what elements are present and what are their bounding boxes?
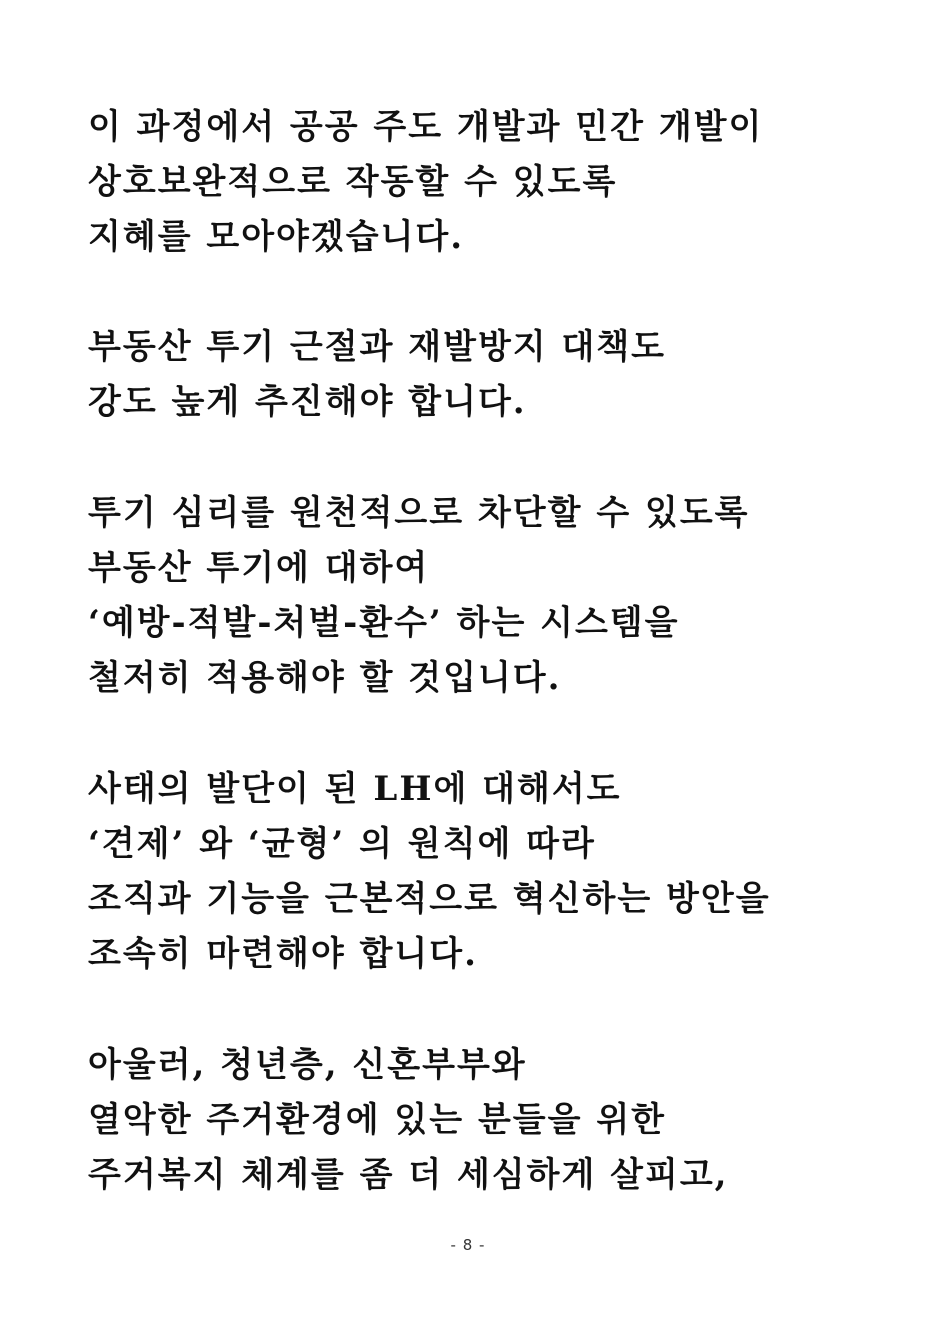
- paragraph-3: [88, 486, 868, 706]
- text-line: 철저히 적용해야 할 것입니다.: [88, 658, 562, 698]
- page-number: - 8 -: [450, 1236, 486, 1254]
- text-line: ‘견제’ 와 ‘균형’ 의 원칙에 따라: [88, 824, 596, 864]
- paragraph-2: [88, 320, 868, 430]
- text-line: 지혜를 모아야겠습니다.: [88, 217, 465, 257]
- text-line: ‘예방-적발-처벌-환수’ 하는 시스템을: [88, 603, 680, 643]
- paragraph-4: [88, 762, 868, 982]
- paragraph-1: [88, 100, 868, 265]
- text-line: 투기 심리를 원천적으로 차단할 수 있도록: [88, 493, 750, 533]
- text-line: 사태의 발단이 된 LH에 대해서도: [88, 769, 622, 809]
- text-line: 상호보완적으로 작동할 수 있도록: [88, 162, 618, 202]
- text-line: 부동산 투기에 대하여: [88, 548, 430, 588]
- text-line: 아울러, 청년층, 신혼부부와: [88, 1045, 527, 1085]
- paragraph-5: [88, 1038, 868, 1203]
- text-line: 조속히 마련해야 합니다.: [88, 934, 478, 974]
- text-line: 열악한 주거환경에 있는 분들을 위한: [88, 1100, 667, 1140]
- text-line: 주거복지 체계를 좀 더 세심하게 살피고,: [88, 1155, 729, 1195]
- text-line: 강도 높게 추진해야 합니다.: [88, 382, 527, 422]
- text-line: 부동산 투기 근절과 재발방지 대책도: [88, 327, 667, 367]
- text-line: 조직과 기능을 근본적으로 혁신하는 방안을: [88, 879, 771, 919]
- text-line: 이 과정에서 공공 주도 개발과 민간 개발이: [88, 107, 764, 147]
